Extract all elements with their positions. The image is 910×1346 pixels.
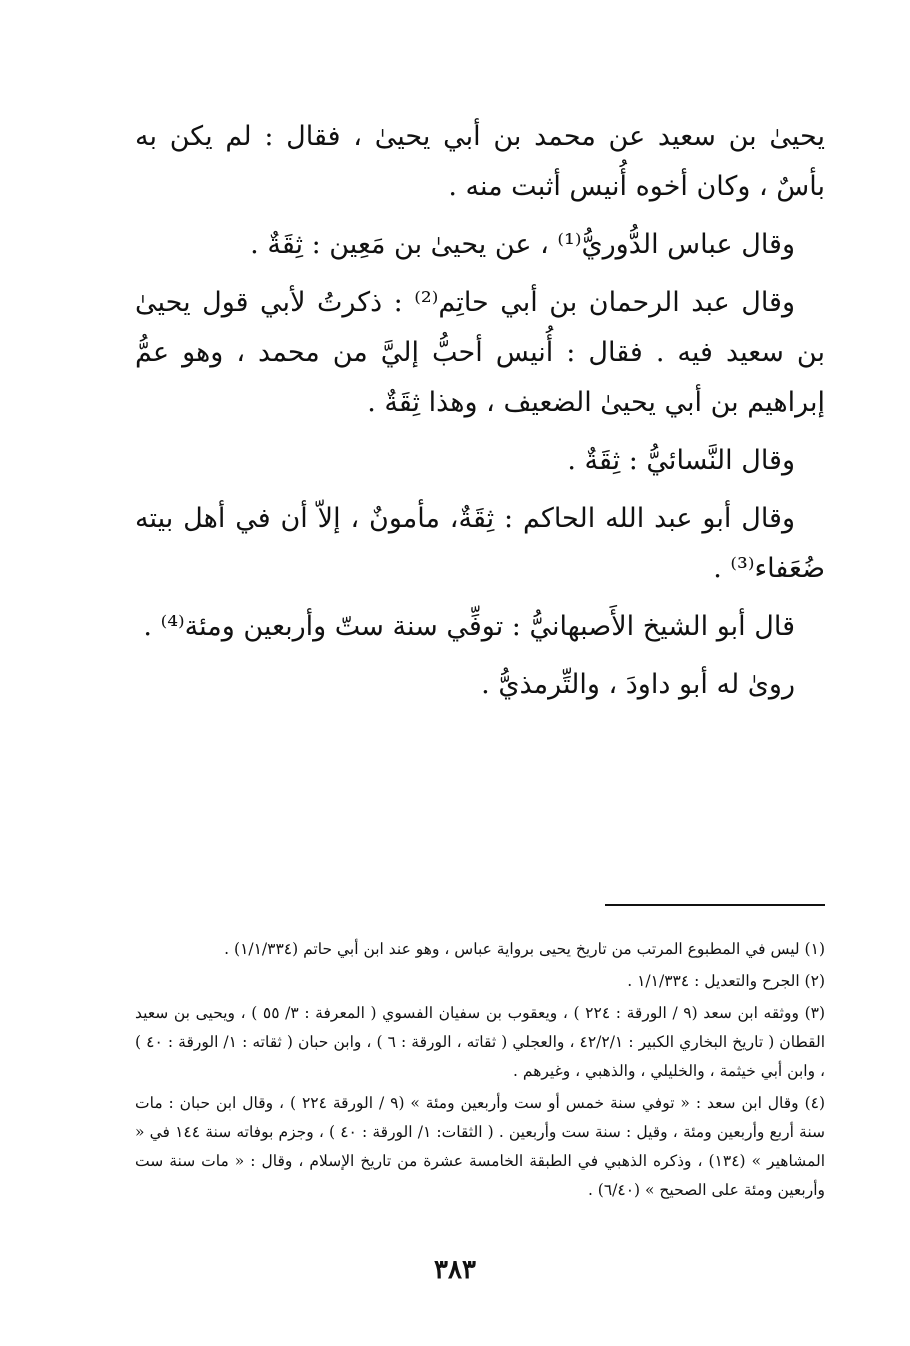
footnote: (١) ليس في المطبوع المرتب من تاريخ يحيى برواية عباس ، وهو عند ابن أبي حاتم (١/١/٣٣٤) .	[224, 940, 825, 958]
page-number: ٣٨٣	[434, 1255, 476, 1285]
paragraph: وقال أبو عبد الله الحاكم : ثِقَةٌ، مأمونٌ ، إلاّ أن في أهل بيته ضُعَفاء⁽³⁾ .	[135, 503, 825, 584]
footnote: (٤) وقال ابن سعد : « توفي سنة خمس أو ست وأربعين ومئة » (٩ / الورقة ٢٢٤ ) ، وقال ابن حبان : مات سنة أربع وأربعين ومئة ، وقيل : سنة ست وأربعين . ( الثقات: ١/ الورقة : ٤٠ ) ، وجزم بوفاته سنة ١٤٤ في « المشاهير » (١٣٤) ، وذكره الذهبي في الطبقة الخامسة عشرة من تاريخ الإسلام ، وقال : « مات سنة ست وأربعين ومئة على الصحيح » (٦/٤٠) .	[135, 1094, 826, 1199]
paragraph: يحيىٰ بن سعيد عن محمد بن أبي يحيىٰ ، فقال : لم يكن به بأسٌ ، وكان أخوه أُنيس أثبت منه .	[135, 121, 825, 202]
paragraph: روىٰ له أبو داودَ ، والتِّرمذيُّ .	[481, 669, 795, 700]
paragraph: وقال عبد الرحمان بن أبي حاتِم⁽²⁾ : ذكرتُ لأبي قول يحيىٰ بن سعيد فيه . فقال : أُنيس أحبُّ إليَّ من محمد ، وهو عمُّ إبراهيم بن أبي يحيىٰ الضعيف ، وهذا ثِقَةٌ .	[135, 287, 825, 418]
paragraph: قال أبو الشيخ الأَصبهانيُّ : توفِّي سنة ستّ وأربعين ومئة⁽⁴⁾ .	[143, 611, 795, 642]
footnote: (٢) الجرح والتعديل : ١/١/٣٣٤ .	[627, 972, 825, 990]
main-text	[135, 112, 825, 718]
paragraph: وقال عباس الدُّوريُّ⁽¹⁾ ، عن يحيىٰ بن مَعِين : ثِقَةٌ .	[250, 229, 795, 260]
footnote: (٣) ووثقه ابن سعد (٩ / الورقة : ٢٢٤ ) ، ويعقوب بن سفيان الفسوي ( المعرفة : ٣/ ٥٥ ) ، ويحيى بن سعيد القطان ( تاريخ البخاري الكبير : ٤٢/٢/١ ، والعجلي ( ثقاته ، الورقة : ٦ ) ، وابن حبان ( ثقاته : ١/ الورقة : ٤٠ ) ، وابن أبي خيثمة ، والخليلي ، والذهبي ، وغيرهم .	[135, 1004, 826, 1080]
footnotes	[135, 935, 825, 1208]
paragraph: وقال النَّسائيُّ : ثِقَةٌ .	[567, 445, 795, 476]
footnote-separator	[605, 904, 825, 906]
